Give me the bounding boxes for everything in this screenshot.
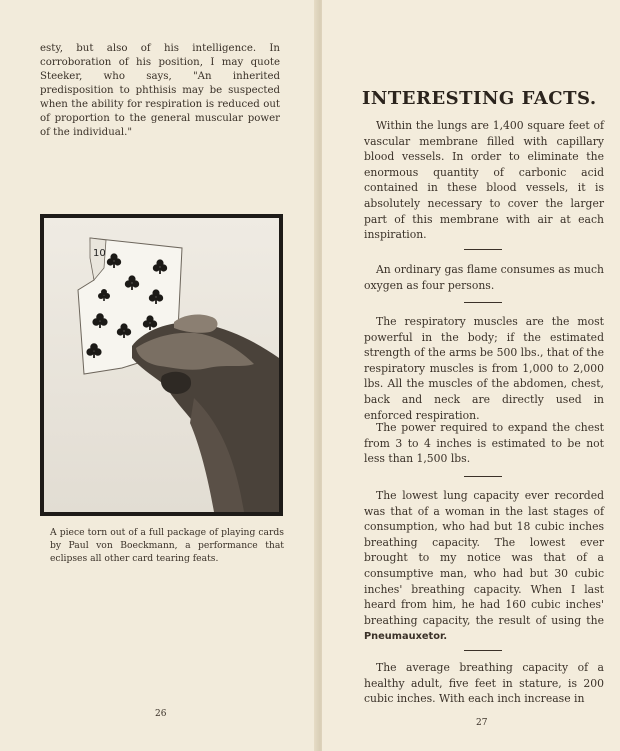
paragraph-chest-expansion: The power required to expand the chest from 3 to 4 inches is estimated to be not less than 1,500 lbs. <box>364 421 604 466</box>
paragraph-gas-flame: An ordinary gas flame consumes as much oxygen as four persons. <box>364 263 604 292</box>
photo-caption: A piece torn out of a full package of playing cards by Paul von Boeckmann, a performance that eclipses all other card tearing feats. <box>50 527 284 564</box>
paragraph-lung-capacity <box>364 488 604 645</box>
photo-frame <box>40 214 283 516</box>
card-rank-label: 10 <box>93 248 106 259</box>
pneumauxetor-brand: Pneumauxetor. <box>364 631 448 643</box>
card-tearing-photo <box>44 218 279 512</box>
right-page-number: 27 <box>476 718 488 728</box>
section-heading: INTERESTING FACTS. <box>362 88 597 109</box>
lung-capacity-text: The lowest lung capacity ever recorded was that of a woman in the last stages of consumption, who had but 18 cubic inches breathing capacity. The lowest ever brought to my notice was that of a consumptive man, who had but 30 cubic inches' breathing capacity. When I last heard from him, he had 160 cubic inches' breathing capacity, the result of using the <box>364 489 604 627</box>
hand-holding-card-illustration <box>44 218 279 512</box>
divider-rule <box>464 650 502 651</box>
divider-rule <box>464 476 502 477</box>
left-page-number: 26 <box>155 709 167 719</box>
paragraph-average-capacity: The average breathing capacity of a healthy adult, five feet in stature, is 200 cubic inches. With each inch increase in <box>364 661 604 706</box>
divider-rule <box>464 302 502 303</box>
divider-rule <box>464 249 502 250</box>
paragraph-respiratory-muscles: The respiratory muscles are the most powerful in the body; if the estimated strength of the arms be 500 lbs., that of the respiratory muscles is from 1,000 to 2,000 lbs. All the muscles of the abdomen, chest, back and neck are directly used in enforced respiration. <box>364 315 604 422</box>
left-paragraph: esty, but also of his intelligence. In corroboration of his position, I may quote Steeker, who says, "An inherited predisposition to phthisis may be suspected when the ability for respiration is reduced out of proportion to the general muscular power of the individual." <box>40 43 280 138</box>
paragraph-lung-membrane: Within the lungs are 1,400 square feet of vascular membrane filled with capillary blood vessels. In order to eliminate the enormous quantity of carbonic acid contained in these blood vessels, it is absolutely necessary to cover the larger part of this membrane with air at each inspiration. <box>364 119 604 242</box>
